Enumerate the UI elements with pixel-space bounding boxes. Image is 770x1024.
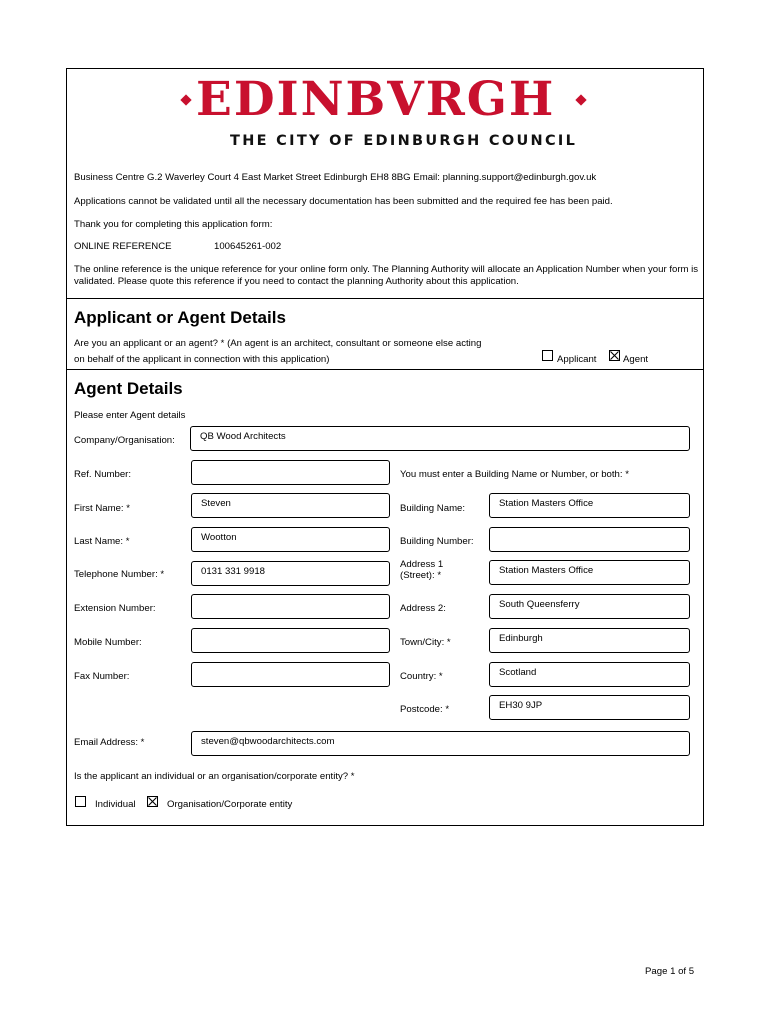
company-label: Company/Organisation:: [74, 435, 175, 446]
mobile-field[interactable]: [191, 628, 390, 653]
organisation-checkbox[interactable]: [147, 796, 158, 807]
agent-section-title: Agent Details: [74, 379, 183, 398]
organisation-option-label: Organisation/Corporate entity: [167, 799, 293, 810]
address1-field[interactable]: Station Masters Office: [489, 560, 690, 585]
email-field[interactable]: steven@qbwoodarchitects.com: [191, 731, 690, 756]
online-reference-value: 100645261-002: [214, 241, 282, 252]
individual-option-label: Individual: [95, 799, 136, 810]
postcode-label: Postcode: *: [400, 704, 450, 715]
first-name-label: First Name: *: [74, 503, 130, 514]
applicant-checkbox[interactable]: [542, 350, 553, 361]
address2-label: Address 2:: [400, 603, 446, 614]
applicant-option-label: Applicant: [557, 354, 597, 365]
check-x-icon: [610, 351, 619, 360]
fax-label: Fax Number:: [74, 671, 130, 682]
page-number: Page 1 of 5: [645, 966, 695, 977]
applicant-question-line1: Are you an applicant or an agent? * (An agent is an architect, consultant or someone else acting: [74, 338, 482, 349]
email-label: Email Address: *: [74, 737, 145, 748]
entity-question: Is the applicant an individual or an organisation/corporate entity? *: [74, 771, 355, 782]
building-name-field[interactable]: Station Masters Office: [489, 493, 690, 518]
agent-option-label: Agent: [623, 354, 649, 365]
postcode-field[interactable]: EH30 9JP: [489, 695, 690, 720]
business-address: Business Centre G.2 Waverley Court 4 East Market Street Edinburgh EH8 8BG Email: planning.support@edinburgh.gov.uk: [74, 172, 597, 183]
agent-intro: Please enter Agent details: [74, 410, 186, 421]
building-name-label: Building Name:: [400, 503, 466, 514]
address1-label-line2: (Street): *: [400, 570, 442, 581]
fax-field[interactable]: [191, 662, 390, 687]
reference-note: The online reference is the unique reference for your online form only. The Planning Authority will allocate an Application Number when your form is validated. Please quote this reference if you need to contact the planning Authority about this application.: [74, 264, 699, 287]
telephone-field[interactable]: 0131 331 9918: [191, 561, 390, 586]
logo-subtitle: THE CITY OF EDINBURGH COUNCIL: [230, 133, 578, 149]
building-number-field[interactable]: [489, 527, 690, 552]
address1-label-line1: Address 1: [400, 559, 444, 570]
individual-checkbox[interactable]: [75, 796, 86, 807]
applicant-question-line2: on behalf of the applicant in connection with this application): [74, 354, 330, 365]
country-field[interactable]: Scotland: [489, 662, 690, 687]
applicant-section-title: Applicant or Agent Details: [74, 308, 286, 327]
building-note: You must enter a Building Name or Number, or both: *: [400, 469, 629, 480]
address2-field[interactable]: South Queensferry: [489, 594, 690, 619]
last-name-field[interactable]: Wootton: [191, 527, 390, 552]
section-divider: [66, 369, 704, 370]
country-label: Country: *: [400, 671, 443, 682]
thanks-text: Thank you for completing this application form:: [74, 219, 273, 230]
section-divider: [66, 298, 704, 299]
ref-number-label: Ref. Number:: [74, 469, 132, 480]
extension-field[interactable]: [191, 594, 390, 619]
company-field[interactable]: QB Wood Architects: [190, 426, 690, 451]
building-number-label: Building Number:: [400, 536, 474, 547]
last-name-label: Last Name: *: [74, 536, 130, 547]
telephone-label: Telephone Number: *: [74, 569, 165, 580]
online-reference-label: ONLINE REFERENCE: [74, 241, 172, 252]
extension-label: Extension Number:: [74, 603, 156, 614]
town-label: Town/City: *: [400, 637, 451, 648]
ref-number-field[interactable]: [191, 460, 390, 485]
validation-note: Applications cannot be validated until all the necessary documentation has been submitted and the required fee has been paid.: [74, 196, 613, 207]
mobile-label: Mobile Number:: [74, 637, 142, 648]
town-field[interactable]: Edinburgh: [489, 628, 690, 653]
check-x-icon: [148, 797, 157, 806]
agent-checkbox[interactable]: [609, 350, 620, 361]
logo-wordmark: EDINBVRGH: [196, 72, 556, 127]
first-name-field[interactable]: Steven: [191, 493, 390, 518]
